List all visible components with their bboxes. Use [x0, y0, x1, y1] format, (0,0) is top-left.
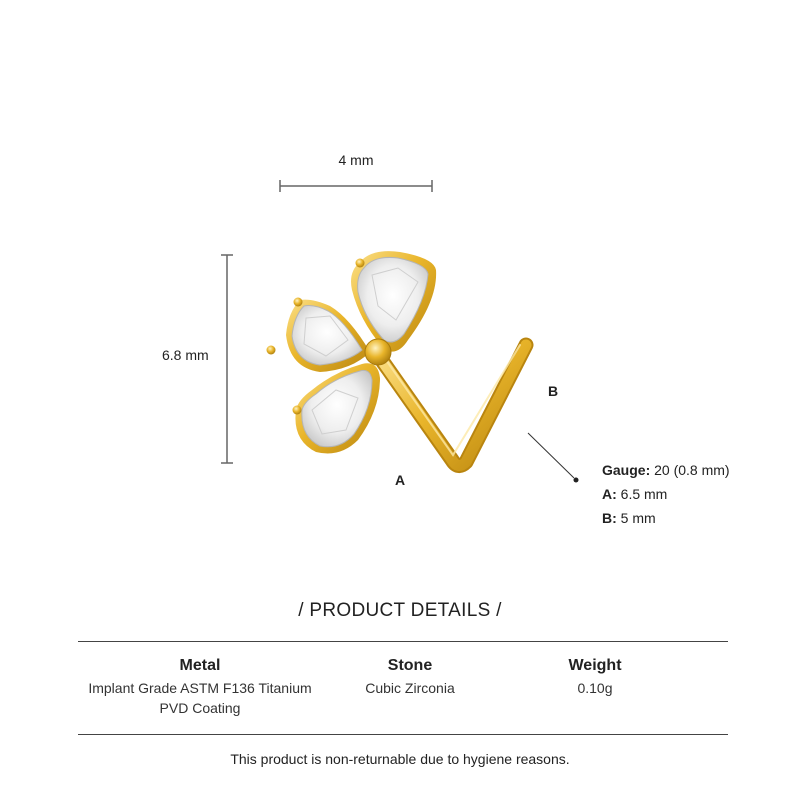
spec-b-value: 5 mm — [620, 510, 656, 526]
spec-gauge — [602, 458, 730, 482]
metal-value-line-2: PVD Coating — [159, 700, 241, 716]
details-bottom-rule — [78, 734, 728, 735]
spec-a — [602, 482, 730, 506]
spec-a-value: 6.5 mm — [620, 486, 668, 502]
gauge-pointer — [528, 433, 579, 483]
metal-value-line-1: Implant Grade ASTM F136 Titanium — [88, 680, 312, 696]
width-dimension-line — [280, 180, 432, 192]
weight-value: 0.10g — [577, 680, 613, 696]
label-a: A — [395, 472, 406, 488]
stone-heading: Stone — [387, 657, 433, 674]
height-dimension-line — [221, 255, 233, 463]
returns-notice: This product is non-returnable due to hygiene reasons. — [230, 751, 570, 767]
specs-list — [602, 458, 730, 530]
stone-value: Cubic Zirconia — [365, 680, 455, 696]
spec-gauge-key: Gauge: — [602, 462, 651, 478]
height-dimension-label: 6.8 mm — [162, 347, 209, 363]
label-b: B — [548, 383, 559, 399]
details-column-weight — [520, 656, 670, 698]
spec-a-key: A: — [602, 486, 617, 502]
details-top-rule — [78, 641, 728, 642]
metal-heading: Metal — [179, 657, 221, 674]
nose-stud-body — [267, 251, 527, 465]
details-column-stone — [330, 656, 490, 698]
spec-b-key: B: — [602, 510, 617, 526]
spec-gauge-value: 20 (0.8 mm) — [654, 462, 730, 478]
weight-heading: Weight — [568, 657, 622, 674]
product-details-title: / PRODUCT DETAILS / — [298, 600, 502, 621]
spec-b — [602, 506, 730, 530]
details-column-metal — [70, 656, 330, 718]
width-dimension-label: 4 mm — [338, 152, 374, 168]
